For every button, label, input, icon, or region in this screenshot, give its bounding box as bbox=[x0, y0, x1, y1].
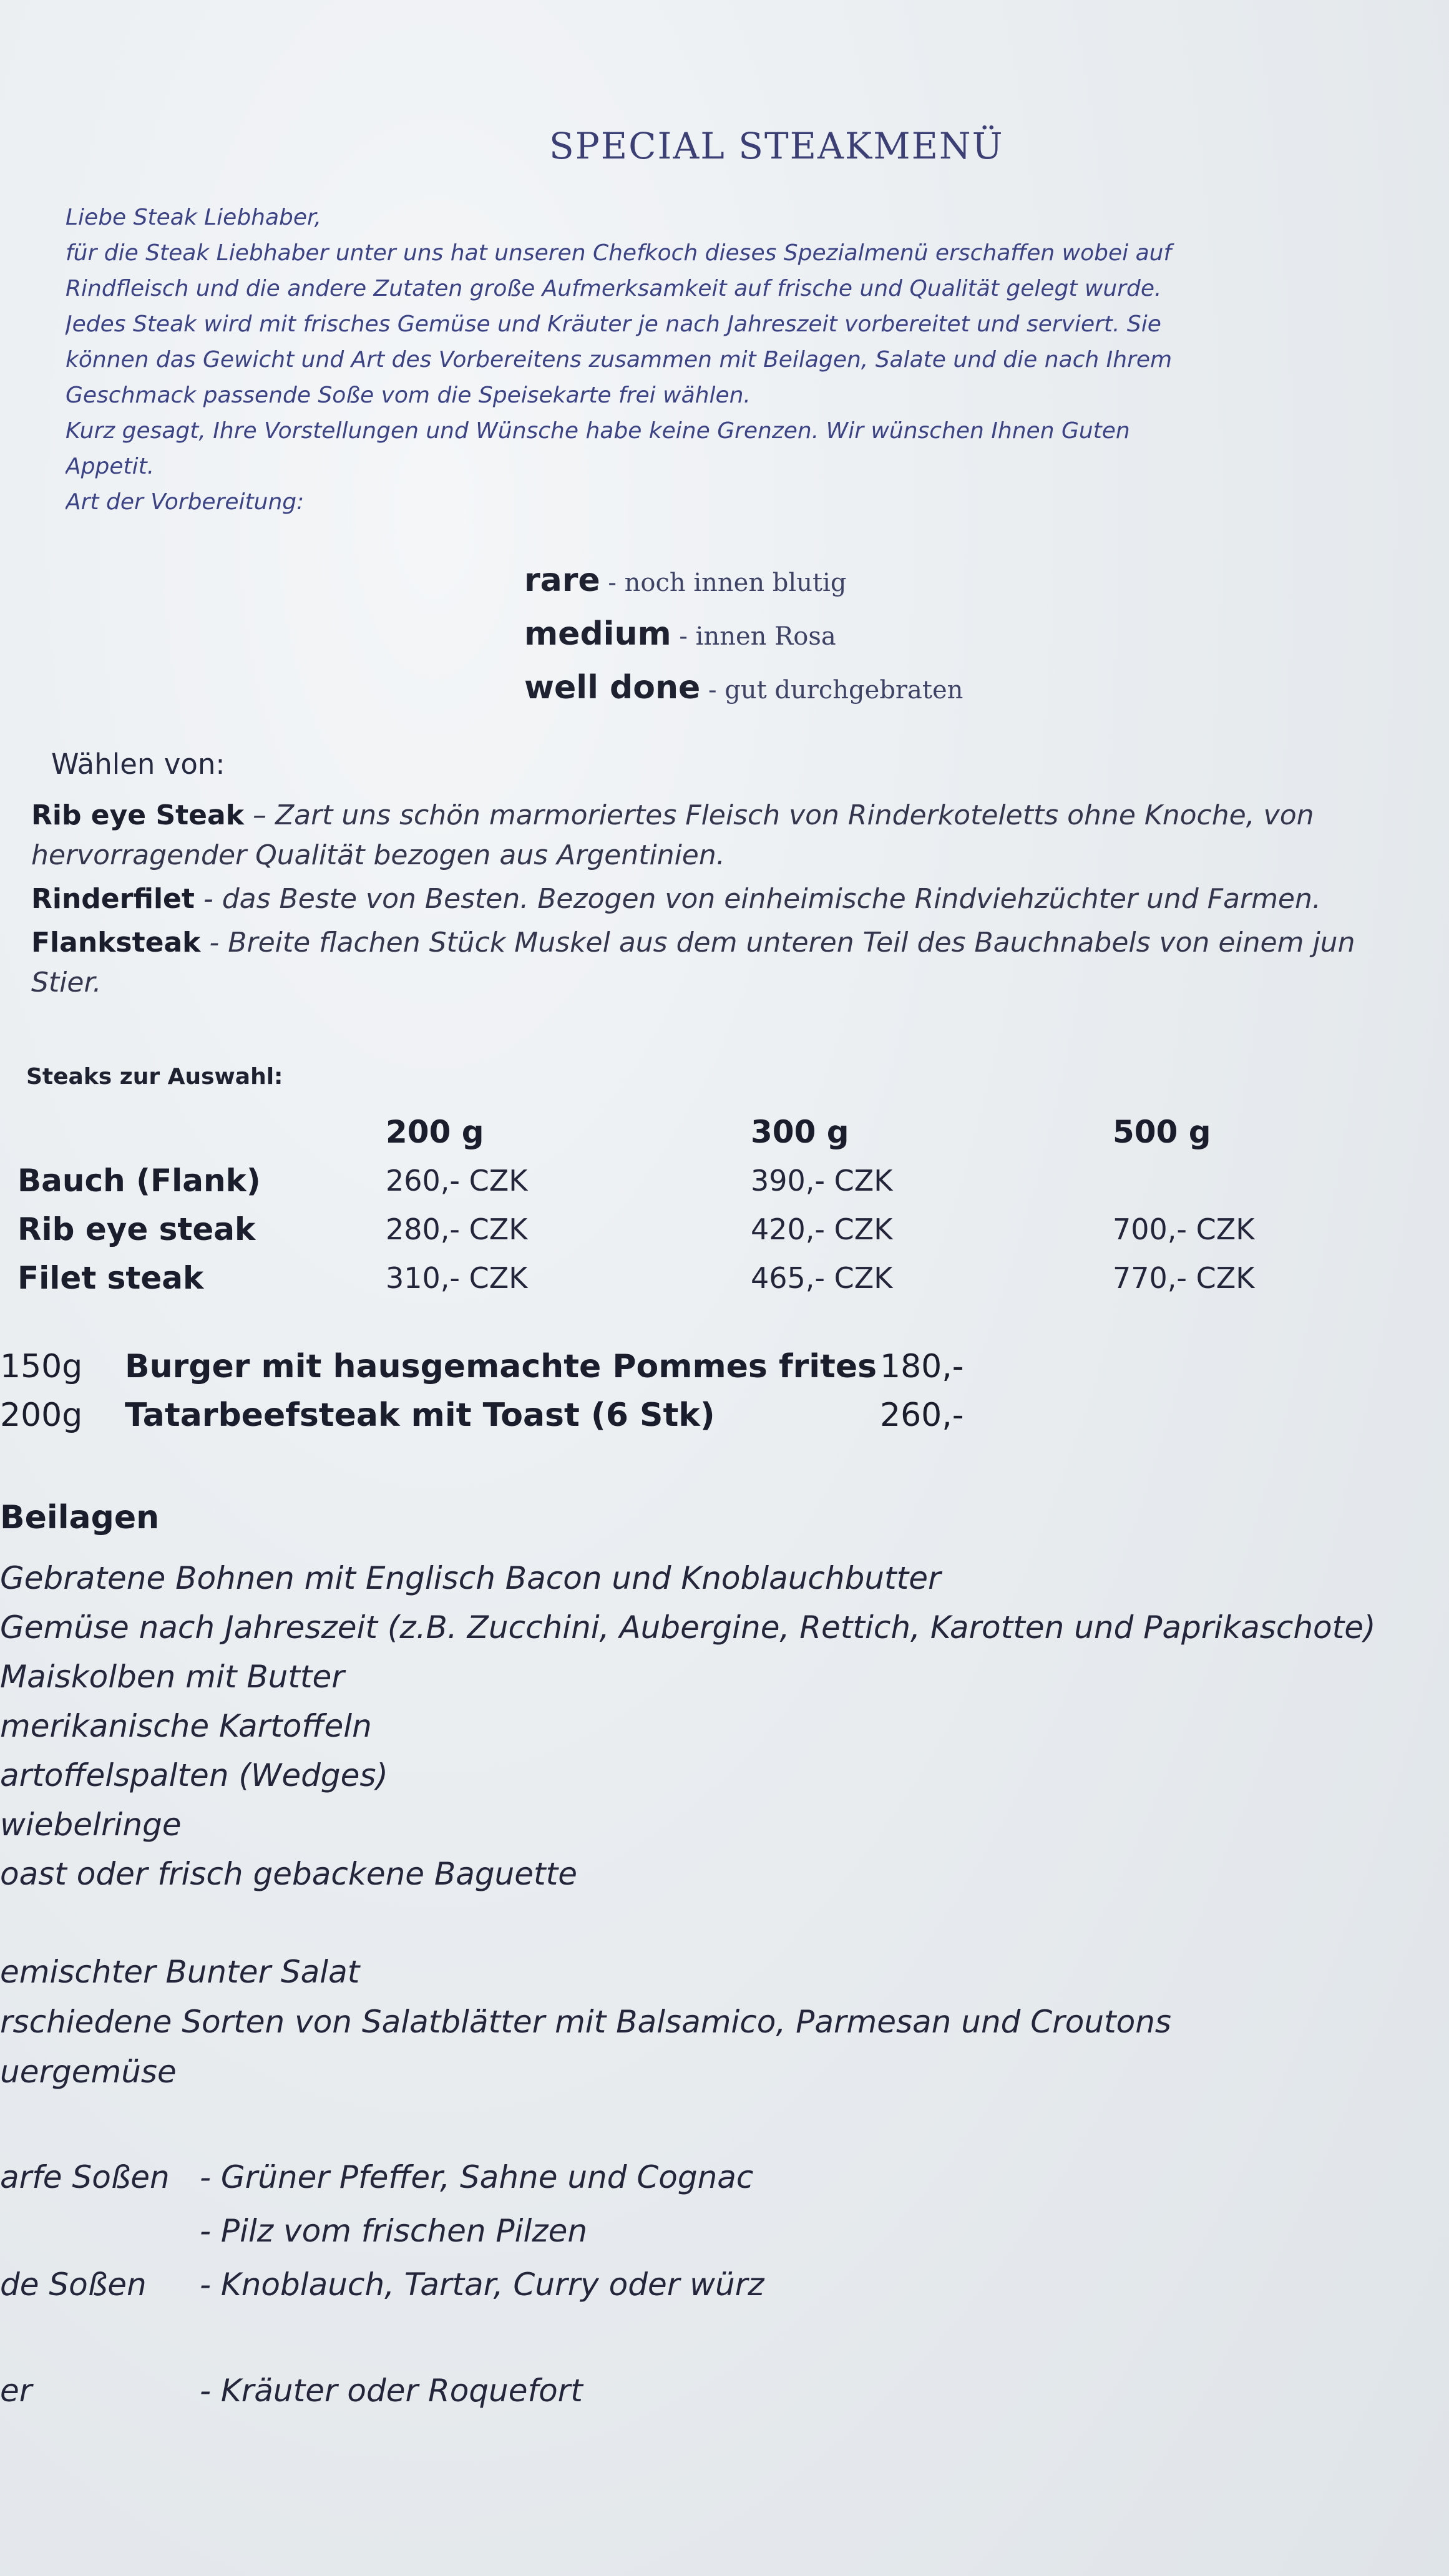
salat-item: rschiedene Sorten von Salatblätter mit Balsamico, Parmesan und Croutons bbox=[0, 2004, 1171, 2040]
intro-line: Appetit. bbox=[66, 454, 155, 479]
butter-row bbox=[0, 2373, 764, 2426]
steak-type-ribeye bbox=[31, 796, 1448, 836]
price-row bbox=[17, 1156, 1362, 1205]
price-cell: 465,- CZK bbox=[751, 1261, 893, 1295]
price-row bbox=[17, 1205, 1362, 1254]
extra-item: Tatarbeefsteak mit Toast (6 Stk) bbox=[125, 1397, 715, 1434]
prep-desc: - noch innen blutig bbox=[600, 568, 847, 597]
extra-price: 180,- bbox=[880, 1348, 964, 1385]
sauce-row bbox=[0, 2213, 764, 2266]
salat-item: emischter Bunter Salat bbox=[0, 1954, 360, 1990]
sauce-value: - Knoblauch, Tartar, Curry oder würz bbox=[200, 2266, 764, 2303]
steak-type-flanksteak bbox=[31, 923, 1448, 963]
sauce-row bbox=[0, 2266, 764, 2320]
price-cell: 390,- CZK bbox=[751, 1164, 893, 1198]
price-cell: 420,- CZK bbox=[751, 1212, 893, 1246]
steak-type-desc: – Zart uns schön marmoriertes Fleisch von Rinderkoteletts ohne Knoche, von bbox=[243, 799, 1314, 831]
beilage-item: merikanische Kartoffeln bbox=[0, 1708, 372, 1744]
prep-desc: - gut durchgebraten bbox=[700, 676, 964, 705]
beilage-item: oast oder frisch gebackene Baguette bbox=[0, 1856, 578, 1892]
steak-type-rinderfilet bbox=[31, 879, 1448, 919]
sauce-value: - Pilz vom frischen Pilzen bbox=[200, 2213, 588, 2249]
steak-type-desc-cont bbox=[31, 836, 1448, 876]
beilagen-heading: Beilagen bbox=[0, 1499, 160, 1536]
choose-heading: Wählen von: bbox=[51, 748, 225, 781]
beilage-item: Maiskolben mit Butter bbox=[0, 1659, 344, 1695]
beilage-item: wiebelringe bbox=[0, 1807, 182, 1843]
steak-types bbox=[31, 796, 1448, 1003]
price-row bbox=[17, 1254, 1362, 1302]
prep-name: medium bbox=[524, 615, 671, 653]
beilagen-list bbox=[0, 1554, 1375, 1899]
steak-type-desc: hervorragender Qualität bezogen aus Argentinien. bbox=[31, 839, 725, 871]
price-table bbox=[17, 1108, 1362, 1302]
intro-line: Geschmack passende Soße vom die Speisekarte frei wählen. bbox=[66, 383, 751, 408]
price-cell: 700,- CZK bbox=[1113, 1212, 1255, 1246]
menu-title: SPECIAL STEAKMENÜ bbox=[549, 125, 1004, 167]
prep-well-done bbox=[524, 669, 963, 723]
steak-type-desc: - Breite flachen Stück Muskel aus dem unteren Teil des Bauchnabels von einem jun bbox=[200, 927, 1355, 959]
salat-item: uergemüse bbox=[0, 2054, 177, 2090]
steak-type-name: Rinderfilet bbox=[31, 883, 195, 915]
sauce-value: - Grüner Pfeffer, Sahne und Cognac bbox=[200, 2159, 754, 2195]
steak-type-desc: Stier. bbox=[31, 967, 102, 998]
price-cell: 310,- CZK bbox=[386, 1261, 528, 1295]
price-header-cell bbox=[17, 1108, 386, 1156]
intro-line: können das Gewicht und Art des Vorbereitens zusammen mit Beilagen, Salate und die nach Ihrem bbox=[66, 347, 1173, 373]
price-header-cell: 200 g bbox=[386, 1114, 484, 1150]
price-cell bbox=[1113, 1156, 1362, 1205]
steak-type-name: Rib eye Steak bbox=[31, 799, 244, 831]
extra-weight: 200g bbox=[0, 1397, 83, 1434]
prep-desc: - innen Rosa bbox=[671, 622, 836, 651]
intro-line: Jedes Steak wird mit frisches Gemüse und Kräuter je nach Jahreszeit vorbereitet und serviert. Sie bbox=[66, 311, 1161, 337]
intro-line: Rindfleisch und die andere Zutaten große Aufmerksamkeit auf frische und Qualität gelegt wurde. bbox=[66, 276, 1162, 301]
price-header-cell: 300 g bbox=[751, 1114, 849, 1150]
extra-weight: 150g bbox=[0, 1348, 83, 1385]
prep-rare bbox=[524, 562, 963, 615]
prep-name: rare bbox=[524, 562, 600, 599]
intro-line: Art der Vorbereitung: bbox=[66, 489, 305, 515]
prep-medium bbox=[524, 615, 963, 669]
intro-text bbox=[66, 200, 1445, 520]
steak-type-desc-cont bbox=[31, 963, 1448, 1003]
price-cell: 280,- CZK bbox=[386, 1212, 528, 1246]
price-row-label: Bauch (Flank) bbox=[17, 1163, 261, 1199]
price-header-cell: 500 g bbox=[1113, 1114, 1211, 1150]
price-cell: 770,- CZK bbox=[1113, 1261, 1255, 1295]
beilage-item: artoffelspalten (Wedges) bbox=[0, 1757, 388, 1793]
steak-type-name: Flanksteak bbox=[31, 927, 201, 959]
steaks-heading: Steaks zur Auswahl: bbox=[26, 1064, 283, 1090]
price-row-label: Rib eye steak bbox=[17, 1211, 256, 1247]
price-cell: 260,- CZK bbox=[386, 1164, 528, 1198]
prep-name: well done bbox=[524, 669, 701, 706]
beilage-item: Gemüse nach Jahreszeit (z.B. Zucchini, Aubergine, Rettich, Karotten und Paprikaschote) bbox=[0, 1609, 1376, 1646]
extra-row-tatar bbox=[0, 1397, 964, 1445]
extra-price: 260,- bbox=[880, 1397, 964, 1434]
beilage-item: Gebratene Bohnen mit Englisch Bacon und Knoblauchbutter bbox=[0, 1560, 941, 1596]
intro-line: für die Steak Liebhaber unter uns hat unseren Chefkoch dieses Spezialmenü erschaffen wobei auf bbox=[66, 240, 1172, 266]
butter-value: - Kräuter oder Roquefort bbox=[200, 2373, 583, 2409]
price-row-label: Filet steak bbox=[17, 1260, 204, 1296]
butter-label: er bbox=[0, 2373, 32, 2409]
intro-line: Liebe Steak Liebhaber, bbox=[66, 205, 321, 230]
extra-dishes bbox=[0, 1348, 964, 1445]
extra-item: Burger mit hausgemachte Pommes frites bbox=[125, 1348, 877, 1385]
sauce-label: arfe Soßen bbox=[0, 2159, 170, 2195]
steak-type-desc: - das Beste von Besten. Bezogen von einheimische Rindviehzüchter und Farmen. bbox=[194, 883, 1321, 915]
preparation-list bbox=[524, 562, 963, 723]
salat-list bbox=[0, 1947, 1171, 2097]
sauce-list bbox=[0, 2159, 764, 2426]
sauce-label: de Soßen bbox=[0, 2266, 147, 2303]
sauce-row bbox=[0, 2159, 764, 2213]
intro-line: Kurz gesagt, Ihre Vorstellungen und Wünsche habe keine Grenzen. Wir wünschen Ihnen Guten bbox=[66, 418, 1130, 444]
price-header-row bbox=[17, 1108, 1362, 1156]
extra-row-burger bbox=[0, 1348, 964, 1397]
